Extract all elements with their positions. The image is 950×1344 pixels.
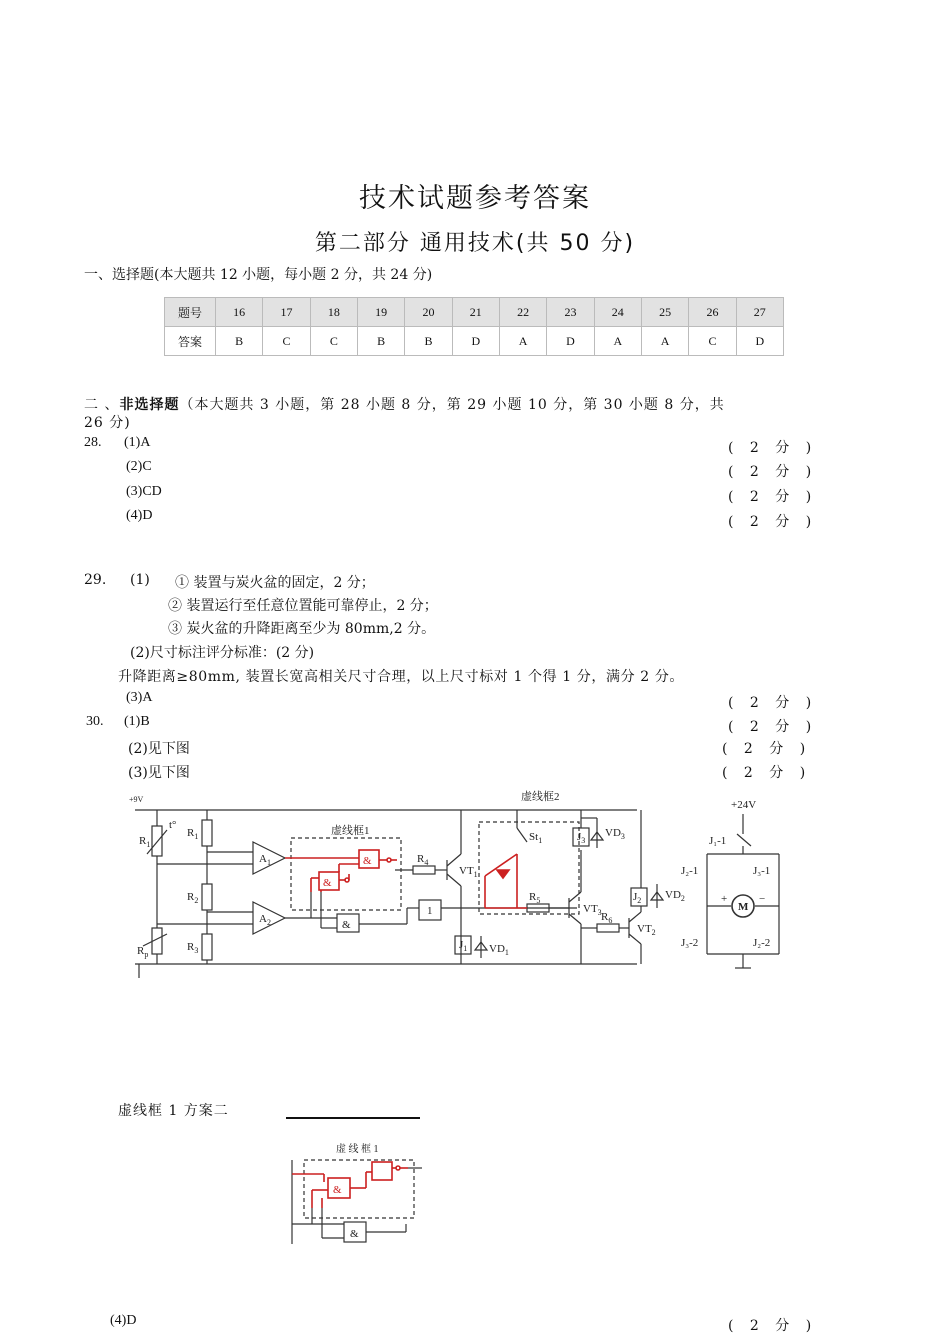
j3-label: $J_3$ [577,831,586,845]
q29-part3-score: ( 2 分 ) [728,695,818,711]
st1-label: $St_1$ [529,831,543,845]
r1-label: $R_1$ [139,835,151,849]
box1-label: 虚线框1 [331,825,370,837]
scheme2-red-wiring [292,1162,408,1208]
q28-score-1: ( 2 分 ) [728,440,818,456]
q30-score-1: ( 2 分 ) [728,719,818,735]
section2-prefix: 二 、 [84,397,120,413]
and-gate-red-1: & [363,855,372,867]
a2-label: $A_2$ [259,913,271,927]
motor-supply-label: +24V [731,799,757,811]
answer-table-answer-row [165,327,784,356]
j2-label: $J_2$ [633,891,642,905]
q29-point-3: ③ 炭火盆的升降距离至少为 80mm,2 分。 [168,621,436,637]
q28-score-2: ( 2 分 ) [728,464,818,480]
j1-label: $J_1$ [459,939,468,953]
vt1-label: $VT_1$ [459,865,478,879]
question-number-cell: 26 [689,298,736,327]
vt2-label: $VT_2$ [637,923,656,937]
q30-score-2: ( 2 分 ) [722,741,812,757]
q30-score-4: ( 2 分 ) [728,1318,818,1334]
q28-answer-1: (1)A [124,435,151,450]
r4-label: $R_4$ [417,853,429,867]
j3-1-label: J₃-1 [753,865,771,877]
q29-part2: (2)尺寸标注评分标准：(2 分) [130,645,315,661]
question-number-cell: 21 [452,298,499,327]
and-gate-red-2: & [323,877,332,889]
r2-label: $R_2$ [187,891,199,905]
question-number-cell: 18 [310,298,357,327]
j2-1-label: J₂-1 [681,865,699,877]
section2-heading [84,394,725,414]
answer-cell: A [594,327,641,356]
answer-cell: C [689,327,736,356]
answer-table [164,297,784,356]
q30-answer-4: (4)D [110,1313,137,1328]
scheme2-and-red: & [333,1184,342,1196]
q29-number: 29. [84,572,107,588]
question-number-cell: 23 [547,298,594,327]
r1b-label: $R_1$ [187,827,199,841]
j2-2-label: J₂-2 [753,937,771,949]
q30-score-3: ( 2 分 ) [722,765,812,781]
section2-bold: 非选择题 [119,397,180,413]
supply-label: +9V [129,795,144,804]
answer-cell: C [310,327,357,356]
q30-answer-1: (1)B [124,714,150,729]
question-number-cell: 22 [499,298,546,327]
q29-part1-label: (1) [130,572,150,588]
a1-label: $A_1$ [259,853,271,867]
header-label-cell: 题号 [165,298,216,327]
question-number-cell: 24 [594,298,641,327]
scheme2-and-black: & [350,1228,359,1240]
motor-minus: − [759,893,766,905]
question-number-cell: 25 [641,298,688,327]
answer-table-header-row [165,298,784,327]
answer-cell: B [216,327,263,356]
rp-label: $R_p$ [137,945,149,959]
and-gate-black: & [342,919,351,931]
answer-cell: B [357,327,404,356]
answer-label-cell: 答案 [165,327,216,356]
document-title: 技术试题参考答案 [359,183,591,214]
circuit-diagram [125,788,795,983]
q28-answer-2: (2)C [126,459,152,474]
answer-cell: A [499,327,546,356]
motor-label: M [738,901,749,913]
q30-number: 30. [86,714,104,729]
thermistor-label: t° [169,819,177,831]
question-number-cell: 27 [736,298,783,327]
scheme2-box-label: 虚 线 框 1 [336,1144,379,1155]
section2-heading-line2: 26 分) [84,415,131,431]
q28-score-3: ( 2 分 ) [728,489,818,505]
q30-answer-2: (2)见下图 [128,741,190,757]
q30-answer-3: (3)见下图 [128,765,190,781]
answer-cell: D [547,327,594,356]
r6-label: $R_6$ [601,911,613,925]
question-number-cell: 16 [216,298,263,327]
scheme2-caption: 虚线框 1 方案二 [118,1103,229,1119]
scheme2-diagram [288,1138,428,1248]
q29-point-1: ① 装置与炭火盆的固定，2 分； [175,575,375,591]
motor-plus: + [721,893,728,905]
answer-cell: B [405,327,452,356]
answer-cell: D [736,327,783,356]
section1-heading: 一、选择题(本大题共 12 小题，每小题 2 分，共 24 分) [84,267,433,283]
q28-number: 28. [84,435,102,450]
box2-label: 虚线框2 [521,791,560,803]
answer-cell: A [641,327,688,356]
q28-answer-3: (3)CD [126,484,162,499]
q28-answer-4: (4)D [126,508,153,523]
vd3-label: $VD_3$ [605,827,625,841]
vt3-label: $VT_3$ [583,903,602,917]
question-number-cell: 20 [405,298,452,327]
vd2-label: $VD_2$ [665,889,685,903]
r3-label: $R_3$ [187,941,199,955]
q29-part2-detail: 升降距离≥80mm, 装置长宽高相关尺寸合理，以上尺寸标对 1 个得 1 分，满分 2 分。 [118,669,685,685]
scheme2-underline [286,1117,420,1119]
answer-cell: C [263,327,310,356]
section2-rest: （本大题共 3 小题，第 28 小题 8 分，第 29 小题 10 分，第 30 小题 8 分，共 [179,397,725,413]
j3-2-label: J₃-2 [681,937,699,949]
q29-point-2: ② 装置运行至任意位置能可靠停止，2 分； [168,598,438,614]
answer-cell: D [452,327,499,356]
q29-part3: (3)A [126,690,153,705]
buffer-gate: 1 [427,905,433,917]
j1-1-label: J₁-1 [709,835,727,847]
part-title: 第二部分 通用技术(共 50 分) [314,231,636,256]
question-number-cell: 17 [263,298,310,327]
question-number-cell: 19 [357,298,404,327]
q28-score-4: ( 2 分 ) [728,514,818,530]
vd1-label: $VD_1$ [489,943,509,957]
r5-label: $R_5$ [529,891,541,905]
